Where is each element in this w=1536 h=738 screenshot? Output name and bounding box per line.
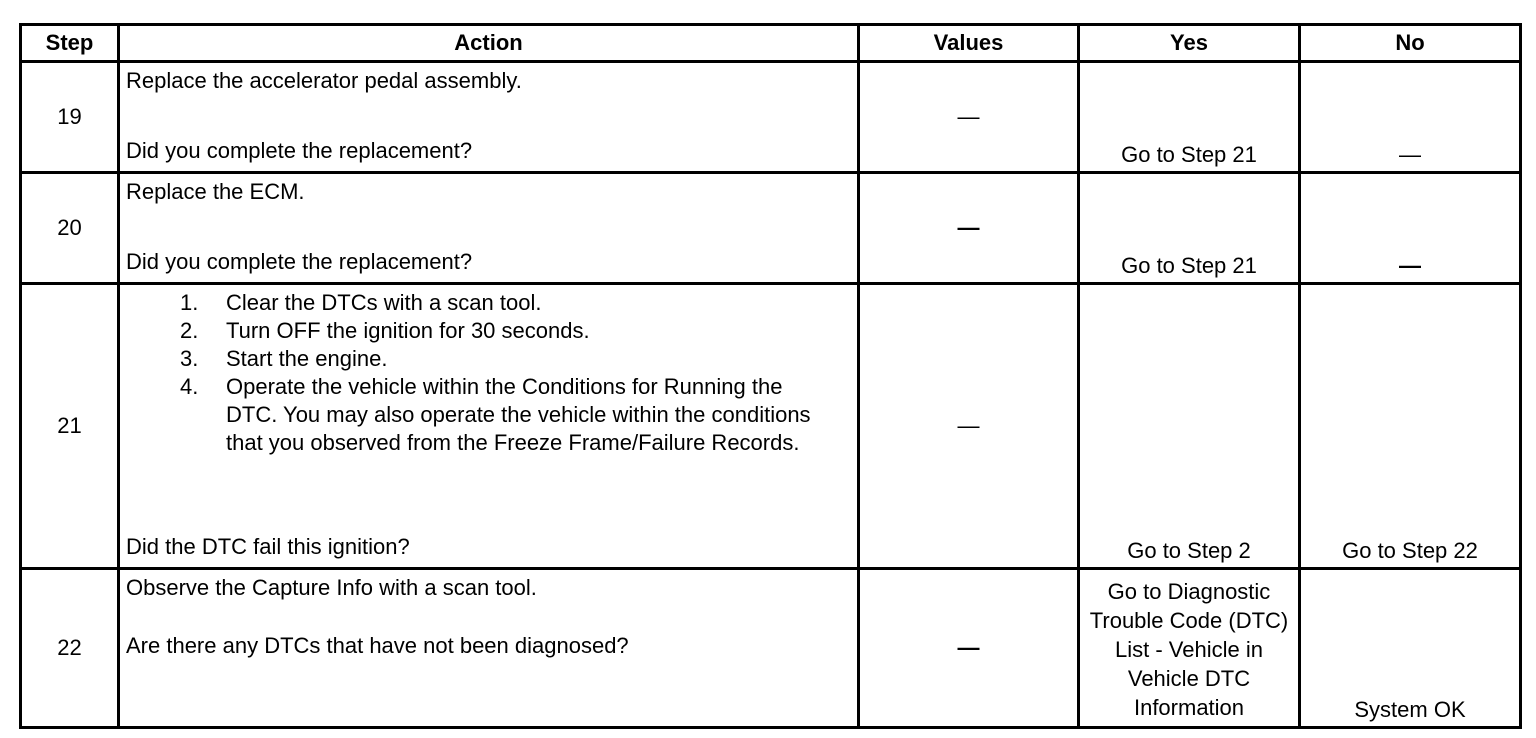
substep-text: Start the engine.: [226, 346, 388, 371]
substep-item: [180, 345, 851, 373]
substep-number: 3.: [180, 346, 199, 371]
action-question: Did you complete the replacement?: [126, 138, 473, 163]
substep-item: [180, 373, 851, 457]
substep-text: Turn OFF the ignition for 30 seconds.: [226, 318, 590, 343]
header-action: Action: [119, 25, 859, 62]
no-cell: [1300, 173, 1521, 284]
substep-number: 2.: [180, 318, 199, 343]
no-value: —: [1399, 253, 1421, 278]
step-number: 19: [21, 62, 119, 173]
header-no: No: [1300, 25, 1521, 62]
substep-text: Clear the DTCs with a scan tool.: [226, 290, 542, 315]
action-cell: [119, 173, 859, 284]
substep-number: 1.: [180, 290, 199, 315]
no-cell: [1300, 284, 1521, 569]
no-value: System OK: [1354, 697, 1466, 722]
values-cell: —: [859, 284, 1079, 569]
header-yes: Yes: [1079, 25, 1300, 62]
action-question: Are there any DTCs that have not been diagnosed?: [126, 633, 629, 658]
yes-link[interactable]: Go to Step 2: [1127, 538, 1251, 563]
action-instruction: Replace the ECM.: [126, 179, 305, 204]
no-cell: [1300, 62, 1521, 173]
action-instruction: Observe the Capture Info with a scan tool.: [126, 575, 537, 600]
yes-cell: [1079, 62, 1300, 173]
no-cell: [1300, 569, 1521, 728]
diagnostic-table: [19, 23, 1522, 729]
step-number: 21: [21, 284, 119, 569]
action-cell: [119, 569, 859, 728]
substep-number: 4.: [180, 374, 199, 399]
action-instruction: Replace the accelerator pedal assembly.: [126, 68, 522, 93]
header-values: Values: [859, 25, 1079, 62]
yes-cell: [1079, 569, 1300, 728]
action-cell: [119, 284, 859, 569]
action-question: Did you complete the replacement?: [126, 249, 473, 274]
values-cell: —: [859, 569, 1079, 728]
table-row: [21, 62, 1521, 173]
values-cell: —: [859, 62, 1079, 173]
header-row: [21, 25, 1521, 62]
action-question: Did the DTC fail this ignition?: [126, 534, 410, 559]
yes-cell: [1079, 173, 1300, 284]
values-cell: —: [859, 173, 1079, 284]
action-cell: [119, 62, 859, 173]
substep-list: [126, 289, 851, 457]
step-number: 20: [21, 173, 119, 284]
yes-link[interactable]: Go to Step 21: [1121, 253, 1257, 278]
yes-link[interactable]: Go to Diagnostic Trouble Code (DTC) List - Vehicle in Vehicle DTC Information: [1089, 579, 1289, 720]
table-row: [21, 569, 1521, 728]
no-link[interactable]: Go to Step 22: [1342, 538, 1478, 563]
header-step: Step: [21, 25, 119, 62]
yes-cell: [1079, 284, 1300, 569]
substep-text: Operate the vehicle within the Conditions for Running the DTC. You may also operate the vehicle within the conditions that you observed from the Freeze Frame/Failure Records.: [226, 374, 811, 455]
substep-item: [180, 289, 851, 317]
yes-link[interactable]: Go to Step 21: [1121, 142, 1257, 167]
substep-item: [180, 317, 851, 345]
table-row: [21, 173, 1521, 284]
step-number: 22: [21, 569, 119, 728]
no-value: —: [1399, 142, 1421, 167]
table-row: [21, 284, 1521, 569]
